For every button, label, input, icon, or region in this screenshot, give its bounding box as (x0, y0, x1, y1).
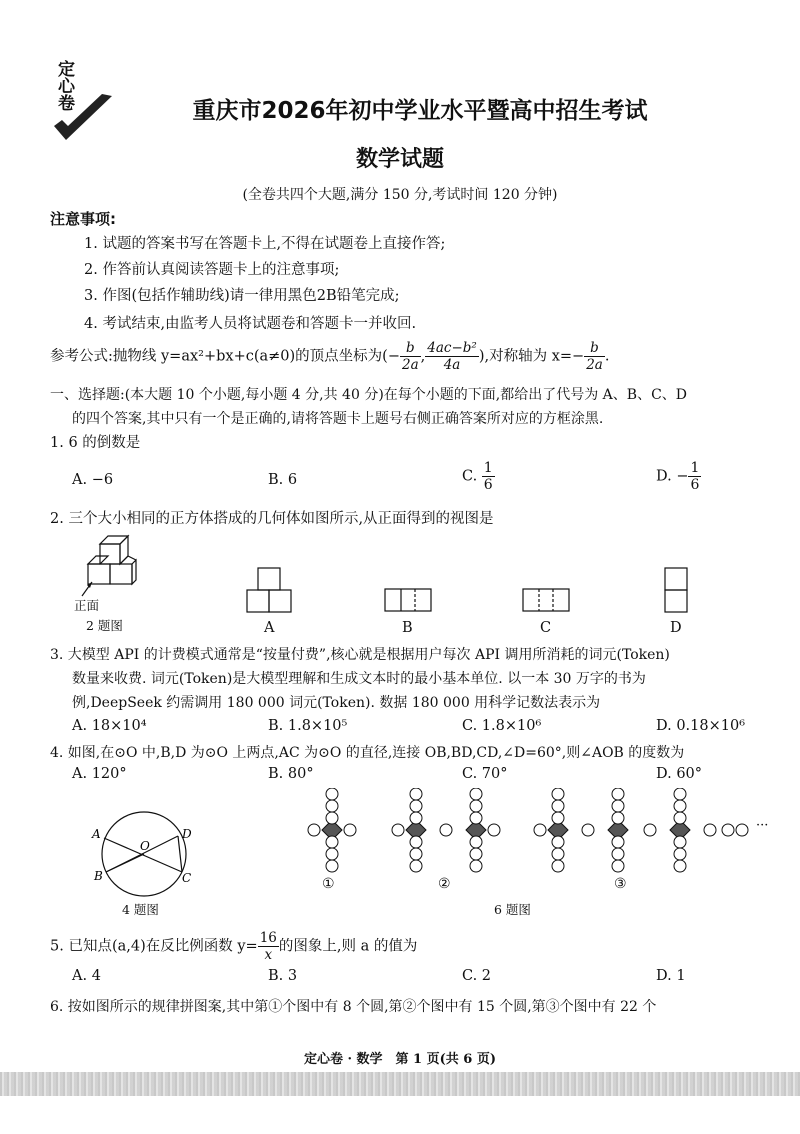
bead-circle (582, 824, 594, 836)
q1-option-a: A. −6 (72, 472, 114, 488)
bead-circle (722, 824, 734, 836)
exam-info: (全卷共四个大题,满分 150 分,考试时间 120 分钟) (242, 187, 558, 203)
bead-circle (410, 860, 422, 872)
q3-line-2: 数量来收费. 词元(Token)是大模型理解和生成文本时的最小基本单位. 以一本 30 万字的书为 (72, 671, 646, 687)
bead-circle (308, 824, 320, 836)
q3-option-d: D. 0.18×10⁶ (656, 718, 746, 734)
bead-circle (674, 848, 686, 860)
bead-circle (612, 788, 624, 800)
q4-label-o: O (140, 839, 150, 853)
section-1-line-2: 的四个答案,其中只有一个是正确的,请将答题卡上题号右侧正确答案所对应的方框涂黑. (72, 411, 604, 427)
bead-circle (410, 800, 422, 812)
bead-circle (612, 800, 624, 812)
bead-circle (326, 836, 338, 848)
bead-circle (410, 788, 422, 800)
notice-item-1: 1. 试题的答案书写在答题卡上,不得在试题卷上直接作答; (84, 236, 446, 252)
q1-option-d: D. − $\frac{1}{6}$ (656, 460, 700, 493)
bead-circle (674, 812, 686, 824)
bead-circle (326, 812, 338, 824)
bead-circle (644, 824, 656, 836)
q1-stem: 1. 6 的倒数是 (50, 435, 141, 451)
q2-option-c-view (522, 588, 572, 614)
q4-circle-figure (84, 810, 204, 900)
formula-frac-1: $\frac{b}{2a}$ (402, 340, 419, 373)
bead-circle (674, 836, 686, 848)
bead-circle (612, 836, 624, 848)
q4-option-b: B. 80° (268, 766, 314, 782)
q4-fig-caption: 4 题图 (122, 902, 159, 917)
q2-option-b-view (384, 588, 434, 614)
bead-circle (410, 812, 422, 824)
bead-circle (704, 824, 716, 836)
notice-item-3: 3. 作图(包括作辅助线)请一律用黑色2B铅笔完成; (84, 288, 400, 304)
bead-circle (326, 860, 338, 872)
bead-circle (470, 848, 482, 860)
q5-option-b: B. 3 (268, 968, 298, 984)
bead-circle (410, 836, 422, 848)
bead-circle (326, 848, 338, 860)
bead-circle (488, 824, 500, 836)
q2-fig-caption: 2 题图 (86, 618, 123, 633)
notice-item-2: 2. 作答前认真阅读答题卡上的注意事项; (84, 262, 340, 278)
formula-prefix: 参考公式:抛物线 y=ax²+bx+c(a≠0)的顶点坐标为(− (50, 348, 400, 365)
q4-option-a: A. 120° (72, 766, 127, 782)
q5-option-a: A. 4 (72, 968, 101, 984)
q6-ellipsis: ··· (756, 818, 769, 833)
notice-heading: 注意事项: (50, 210, 116, 228)
q2-stem: 2. 三个大小相同的正方体搭成的几何体如图所示,从正面得到的视图是 (50, 511, 494, 527)
bead-circle (344, 824, 356, 836)
page-footer: 定心卷 · 数学 第 1 页(共 6 页) (303, 1052, 497, 1067)
q1-option-b: B. 6 (268, 472, 298, 488)
reference-formula: 参考公式:抛物线 y=ax²+bx+c(a≠0)的顶点坐标为(− $\frac{b}{2a}$ , $\frac{\text{4ac−b²}}{4a}$ ),对称轴为 x=− $\frac{b}{2a}$ . (50, 340, 610, 373)
bead-circle (612, 812, 624, 824)
bead-circle (552, 836, 564, 848)
q3-option-b: B. 1.8×10⁵ (268, 718, 348, 734)
q4-label-a: A (92, 827, 101, 841)
bead-circle (440, 824, 452, 836)
bead-circle (552, 788, 564, 800)
q6-fig-caption: 6 题图 (494, 902, 531, 917)
q2-option-c-label: C (540, 620, 552, 636)
bead-circle (392, 824, 404, 836)
q4-option-c: C. 70° (462, 766, 508, 782)
bead-circle (674, 860, 686, 872)
bead-circle (552, 812, 564, 824)
q3-line-3: 例,DeepSeek 约需调用 180 000 词元(Token). 数据 180 000 用科学记数法表示为 (72, 695, 601, 711)
bead-circle (470, 788, 482, 800)
bead-circle (674, 800, 686, 812)
q4-label-d: D (182, 827, 192, 841)
q4-label-c: C (182, 871, 192, 885)
q5-option-d: D. 1 (656, 968, 686, 984)
bead-circle (736, 824, 748, 836)
formula-frac-2: $\frac{\text{4ac−b²}}{4a}$ (427, 340, 477, 373)
q2-option-d-view (664, 566, 690, 614)
bead-circle (470, 836, 482, 848)
q3-option-a: A. 18×10⁴ (72, 718, 147, 734)
q1-option-c: C. $\frac{1}{6}$ (462, 460, 493, 493)
q2-option-d-label: D (670, 620, 682, 636)
bead-circle (612, 848, 624, 860)
exam-subtitle: 数学试题 (355, 147, 444, 172)
q6-fig-number-3: ③ (614, 876, 627, 892)
q6-fig-number-1: ① (322, 876, 335, 892)
q4-option-d: D. 60° (656, 766, 703, 782)
q6-pattern-figure (296, 788, 776, 896)
bead-circle (410, 848, 422, 860)
scan-band (0, 1072, 800, 1096)
q3-line-1: 3. 大模型 API 的计费模式通常是“按量付费”,核心就是根据用户每次 API 调用所消耗的词元(Token) (50, 647, 670, 663)
bead-circle (326, 788, 338, 800)
q2-option-a-label: A (264, 620, 275, 636)
formula-frac-3: $\frac{b}{2a}$ (586, 340, 603, 373)
q5-option-c: C. 2 (462, 968, 492, 984)
q4-label-b: B (94, 869, 103, 883)
bead-circle (470, 800, 482, 812)
q2-option-b-label: B (402, 620, 413, 636)
bead-circle (534, 824, 546, 836)
q2-option-a-view (246, 566, 296, 614)
q5-stem: 5. 已知点(a,4)在反比例函数 y= $\frac{16}{x}$ 的图象上,则 a 的值为 (50, 930, 418, 963)
bead-circle (326, 800, 338, 812)
notice-item-4: 4. 考试结束,由监考人员将试题卷和答题卡一并收回. (84, 316, 417, 332)
section-1-line-1: 一、选择题:(本大题 10 个小题,每小题 4 分,共 40 分)在每个小题的下面,都给出了代号为 A、B、C、D (50, 387, 688, 403)
bead-circle (552, 800, 564, 812)
formula-mid: ),对称轴为 x=− (478, 348, 585, 365)
q6-stem: 6. 按如图所示的规律拼图案,其中第①个图中有 8 个圆,第②个图中有 15 个圆,第③个图中有 22 个 (50, 999, 657, 1015)
bead-circle (674, 788, 686, 800)
exam-title: 重庆市2026年初中学业水平暨高中招生考试 (192, 98, 648, 124)
q4-stem: 4. 如图,在⊙O 中,B,D 为⊙O 上两点,AC 为⊙O 的直径,连接 OB,BD,CD,∠D=60°,则∠AOB 的度数为 (50, 745, 685, 761)
bead-circle (470, 860, 482, 872)
bead-circle (552, 860, 564, 872)
q6-fig-number-2: ② (438, 876, 451, 892)
q2-front-label: 正面 (74, 598, 100, 613)
bead-circle (612, 860, 624, 872)
q3-option-c: C. 1.8×10⁶ (462, 718, 542, 734)
bead-circle (552, 848, 564, 860)
logo-text: 定心卷 (54, 60, 74, 111)
bead-circle (470, 812, 482, 824)
